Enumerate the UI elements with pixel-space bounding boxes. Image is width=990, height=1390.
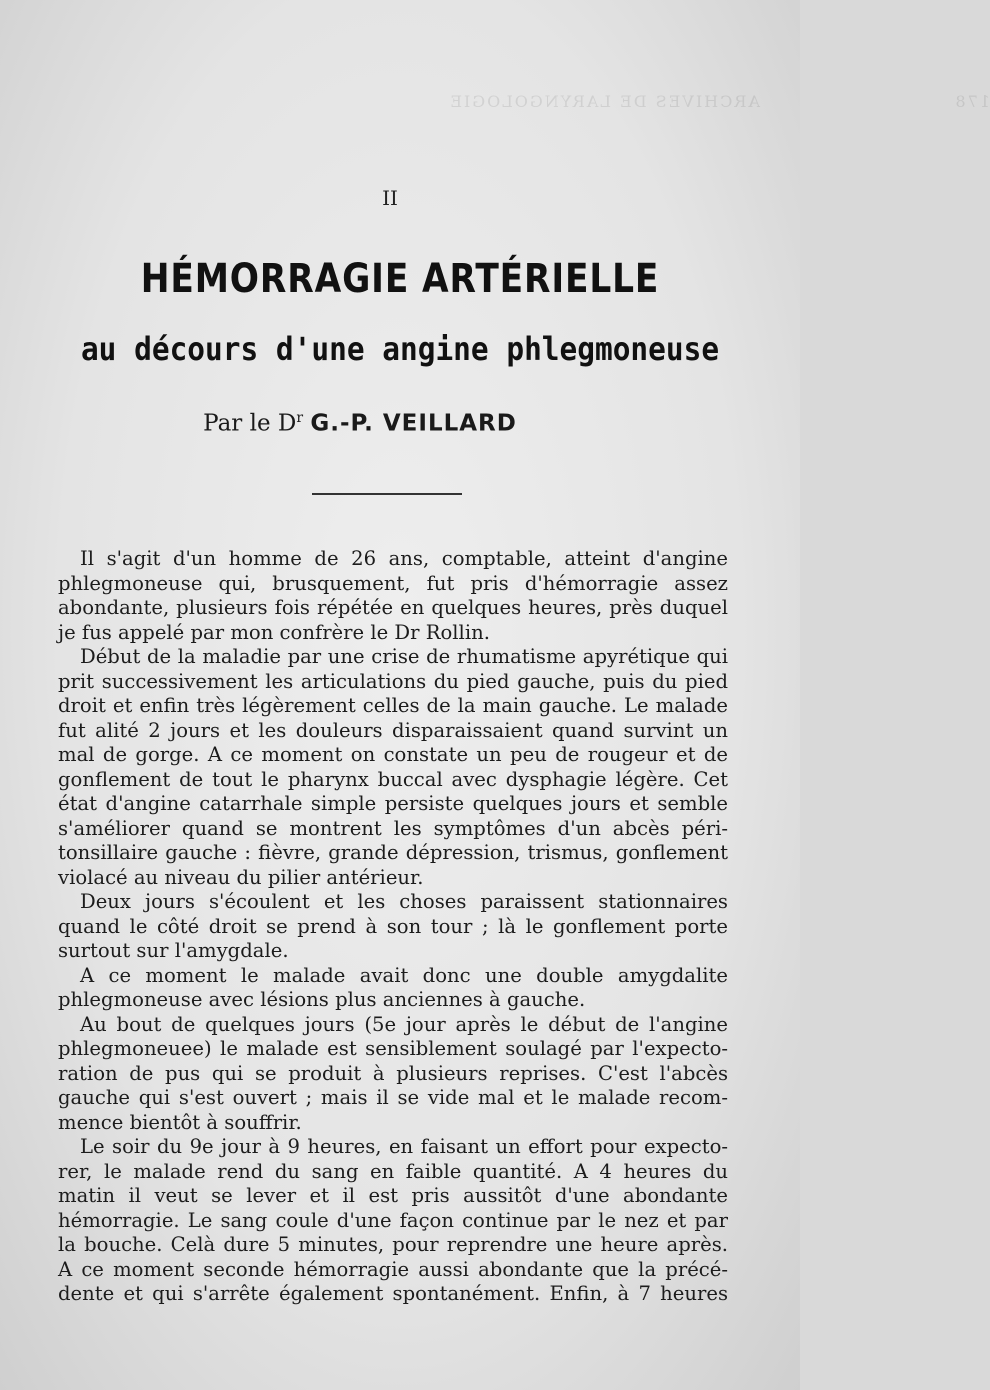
paragraph-6-line-1: Le soir du 9e jour à 9 heures, en faisant un effort pour expecto- xyxy=(80,1135,728,1158)
paragraph-5-line-3: ration de pus qui se produit à plusieurs reprises. C'est l'abcès xyxy=(58,1061,728,1085)
paragraph-6-line-3: matin il veut se lever et il est pris aussitôt d'une abondante xyxy=(58,1184,728,1207)
paragraph-4-line-2: phlegmoneuse avec lésions plus anciennes à gauche. xyxy=(58,988,586,1011)
article-subtitle: au décours d'une angine phlegmoneuse xyxy=(80,330,720,368)
paragraph-2-line-1: Début de la maladie par une crise de rhumatisme apyrétique qui xyxy=(80,645,728,668)
paragraph-3-line-1: Deux jours s'écoulent et les choses paraissent stationnaires xyxy=(80,890,728,913)
paragraph-2-line-10: violacé au niveau du pilier antérieur. xyxy=(58,865,424,889)
paragraph-5-line-2: phlegmoneuee) le malade est sensiblement soulagé par l'expecto- xyxy=(58,1037,728,1060)
author-name: G.-P. VEILLARD xyxy=(310,410,517,437)
paragraph-2-line-6: gonflement de tout le pharynx buccal avec dysphagie légère. Cet xyxy=(58,767,728,791)
bleed-through-title: ARCHIVES DE LARYNGOLOGIE xyxy=(448,92,760,111)
article-title: HÉMORRAGIE ARTÉRIELLE xyxy=(140,256,660,302)
paragraph-6-line-2: rer, le malade rend du sang en faible quantité. A 4 heures du xyxy=(58,1159,728,1183)
author-byline xyxy=(0,410,720,437)
paragraph-5-line-5: mence bientôt à souffrir. xyxy=(58,1110,302,1134)
paragraph-6-line-7: dente et qui s'arrête également spontanément. Enfin, à 7 heures xyxy=(58,1282,728,1305)
paragraph-2-line-7: état d'angine catarrhale simple persiste quelques jours et semble xyxy=(58,792,728,815)
paragraph-6-line-6: A ce moment seconde hémorragie aussi abondante que la précé- xyxy=(58,1257,728,1281)
paragraph-2-line-4: fut alité 2 jours et les douleurs disparaissaient quand survint un xyxy=(58,718,728,742)
paragraph-3-line-2: quand le côté droit se prend à son tour ; là le gonflement porte xyxy=(58,914,728,938)
paragraph-1-line-4: je fus appelé par mon confrère le Dr Rollin. xyxy=(58,620,490,644)
byline-sup: r xyxy=(296,410,304,426)
paragraph-2-line-5: mal de gorge. A ce moment on constate un peu de rougeur et de xyxy=(58,743,728,766)
paragraph-5-line-4: gauche qui s'est ouvert ; mais il se vide mal et le malade recom- xyxy=(58,1086,728,1109)
article-body xyxy=(58,547,728,1307)
paragraph-2-line-8: s'améliorer quand se montrent les symptômes d'un abcès péri- xyxy=(58,816,728,840)
paragraph-2-line-9: tonsillaire gauche : fièvre, grande dépression, trismus, gonflement xyxy=(58,841,728,864)
paragraph-4-line-1: A ce moment le malade avait donc une double amygdalite xyxy=(80,963,728,987)
separator-rule xyxy=(312,493,462,495)
paragraph-1-line-3: abondante, plusieurs fois répétée en quelques heures, près duquel xyxy=(58,596,728,619)
bleed-through-running-head xyxy=(260,92,990,111)
paragraph-1-line-1: Il s'agit d'un homme de 26 ans, comptable, atteint d'angine xyxy=(80,547,728,570)
section-numeral: II xyxy=(382,186,398,210)
paragraph-2-line-3: droit et enfin très légèrement celles de la main gauche. Le malade xyxy=(58,694,728,717)
byline-prefix: Par le D xyxy=(203,410,297,437)
paragraph-6-line-5: la bouche. Celà dure 5 minutes, pour reprendre une heure après. xyxy=(58,1233,728,1256)
paragraph-3-line-3: surtout sur l'amygdale. xyxy=(58,939,289,962)
paragraph-1-line-2: phlegmoneuse qui, brusquement, fut pris d'hémorragie assez xyxy=(58,571,728,595)
paragraph-6-line-4: hémorragie. Le sang coule d'une façon continue par le nez et par xyxy=(58,1208,728,1232)
bleed-through-page-number: 178 xyxy=(953,92,990,111)
paragraph-5-line-1: Au bout de quelques jours (5e jour après le début de l'angine xyxy=(80,1012,728,1036)
paragraph-2-line-2: prit successivement les articulations du pied gauche, puis du pied xyxy=(58,669,728,693)
